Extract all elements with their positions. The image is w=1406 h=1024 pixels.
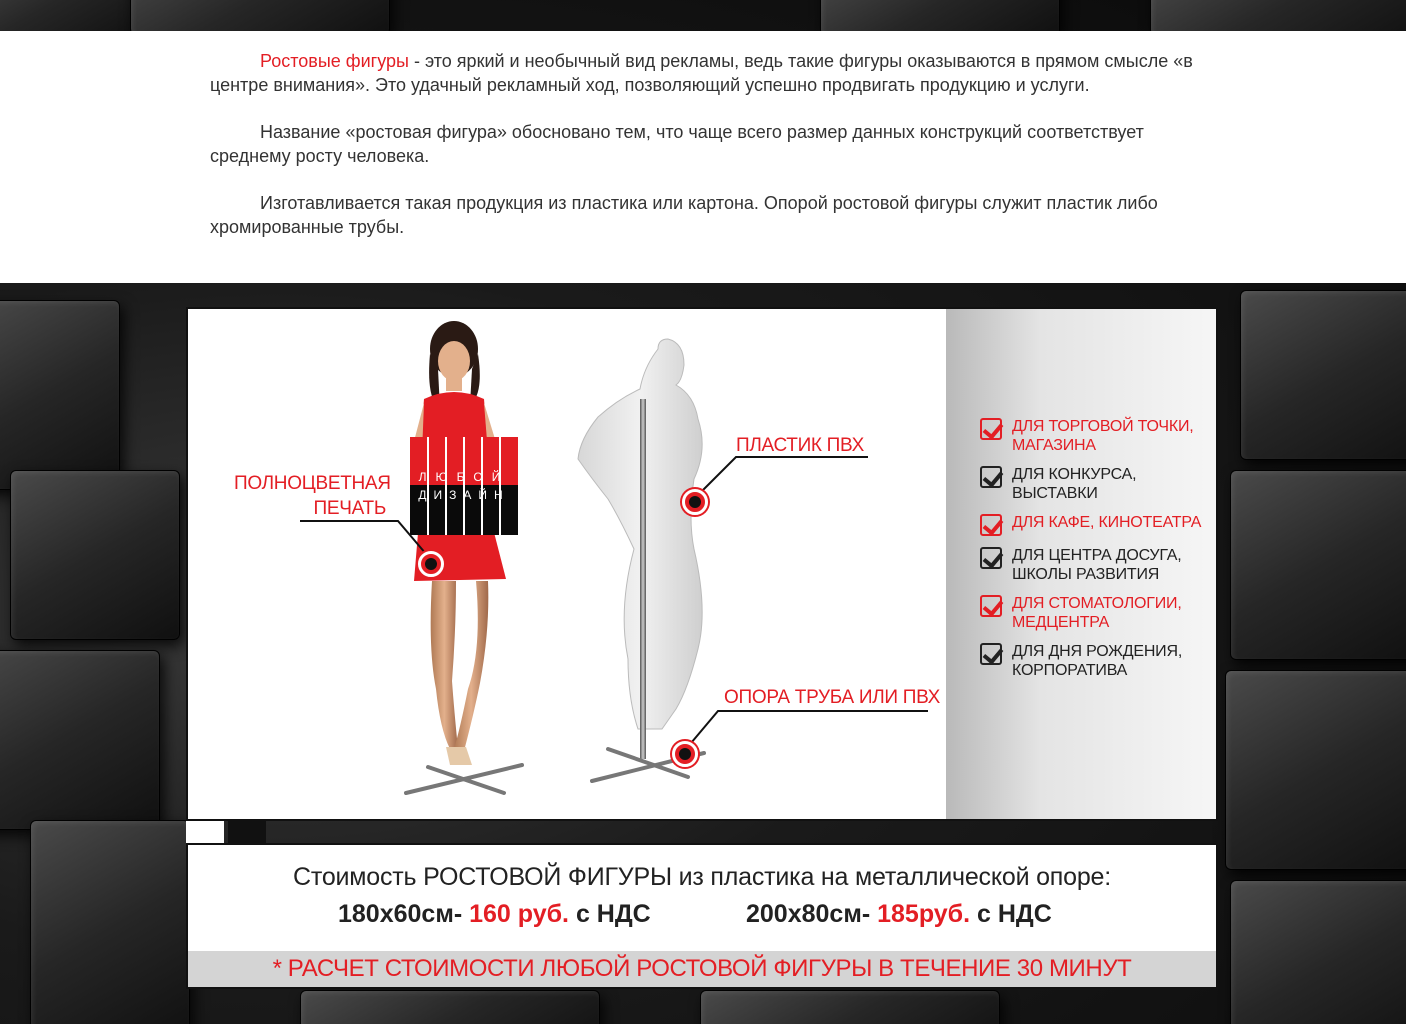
price-option-1 [338, 900, 651, 929]
price-note: * РАСЧЕТ СТОИМОСТИ ЛЮБОЙ РОСТОВОЙ ФИГУРЫ В ТЕЧЕНИЕ 30 МИНУТ [188, 951, 1216, 987]
sign-bottom-text: ДИЗАЙН [418, 488, 510, 502]
intro-section [0, 31, 1406, 283]
price-vat-2: с НДС [977, 900, 1052, 928]
checkbox-checked-icon [980, 595, 1002, 617]
use-case-item [980, 642, 1212, 680]
intro-paragraph-2 [210, 120, 1200, 168]
sign-top-text: ЛЮБОЙ [418, 470, 510, 484]
intro-p2-text: Название «ростовая фигура» обосновано тем, что чаще всего размер данных конструкций соответствует среднему росту человека. [210, 122, 1144, 166]
print-callout-line2: ПЕЧАТЬ [313, 498, 386, 519]
use-case-label: ДЛЯ СТОМАТОЛОГИИ, МЕДЦЕНТРА [1012, 595, 1182, 631]
price-title: Стоимость РОСТОВОЙ ФИГУРЫ из пластика на металлической опоре: [293, 863, 1111, 891]
print-callout-line1: ПОЛНОЦВЕТНАЯ [234, 473, 391, 494]
price-tabs-decoration [186, 821, 266, 843]
support-target-icon [672, 741, 698, 767]
intro-p1-text: - это яркий и необычный вид рекламы, ведь такие фигуры оказываются в прямом смысле «в центре внимания». Это удачный рекламный ход, позволяющий успешно продвигать продукцию и услуги. [210, 51, 1193, 95]
intro-highlight: Ростовые фигуры [260, 51, 409, 71]
intro-paragraph-3 [210, 191, 1200, 239]
price-size-1: 180х60см- [338, 900, 463, 928]
print-callout [234, 471, 391, 521]
use-case-item [980, 465, 1212, 503]
product-card [186, 307, 1218, 821]
price-option-2 [746, 900, 1052, 929]
woman-stand-base [406, 765, 522, 793]
woman-standee [412, 321, 506, 765]
figure-illustration [188, 309, 948, 819]
use-cases-list [980, 417, 1212, 690]
standee-illustration [188, 309, 948, 819]
price-vat-1: с НДС [575, 900, 651, 928]
price-amount-1: 160 руб. [469, 900, 569, 928]
use-case-label: ДЛЯ КАФЕ, КИНОТЕАТРА [1012, 514, 1202, 531]
use-cases-panel [946, 309, 1216, 819]
use-case-item [980, 594, 1212, 632]
use-case-item [980, 417, 1212, 455]
pvc-callout: ПЛАСТИК ПВХ [736, 435, 864, 456]
checkbox-checked-icon [980, 547, 1002, 569]
price-amount-2: 185руб. [877, 900, 971, 928]
print-target-icon [418, 551, 444, 577]
support-callout: ОПОРА ТРУБА ИЛИ ПВХ [724, 687, 941, 708]
support-callout-line [686, 711, 928, 749]
pvc-target-icon [682, 489, 708, 515]
use-case-label: ДЛЯ КОНКУРСА, ВЫСТАВКИ [1012, 466, 1137, 502]
use-case-label: ДЛЯ ТОРГОВОЙ ТОЧКИ, МАГАЗИНА [1012, 418, 1194, 454]
checkbox-checked-icon [980, 418, 1002, 440]
checkbox-checked-icon [980, 643, 1002, 665]
use-case-item [980, 546, 1212, 584]
pvc-callout-line [694, 457, 868, 499]
price-size-2: 200х80см- [746, 900, 871, 928]
price-block [186, 843, 1218, 989]
intro-paragraph-1 [210, 49, 1200, 97]
checkbox-checked-icon [980, 466, 1002, 488]
intro-p3-text: Изготавливается такая продукция из пластика или картона. Опорой ростовой фигуры служит пластик либо хромированные трубы. [210, 193, 1158, 237]
use-case-label: ДЛЯ ДНЯ РОЖДЕНИЯ, КОРПОРАТИВА [1012, 643, 1183, 679]
use-case-label: ДЛЯ ЦЕНТРА ДОСУГА, ШКОЛЫ РАЗВИТИЯ [1012, 547, 1182, 583]
checkbox-checked-icon [980, 514, 1002, 536]
design-sign [410, 437, 518, 535]
use-case-item [980, 513, 1212, 536]
